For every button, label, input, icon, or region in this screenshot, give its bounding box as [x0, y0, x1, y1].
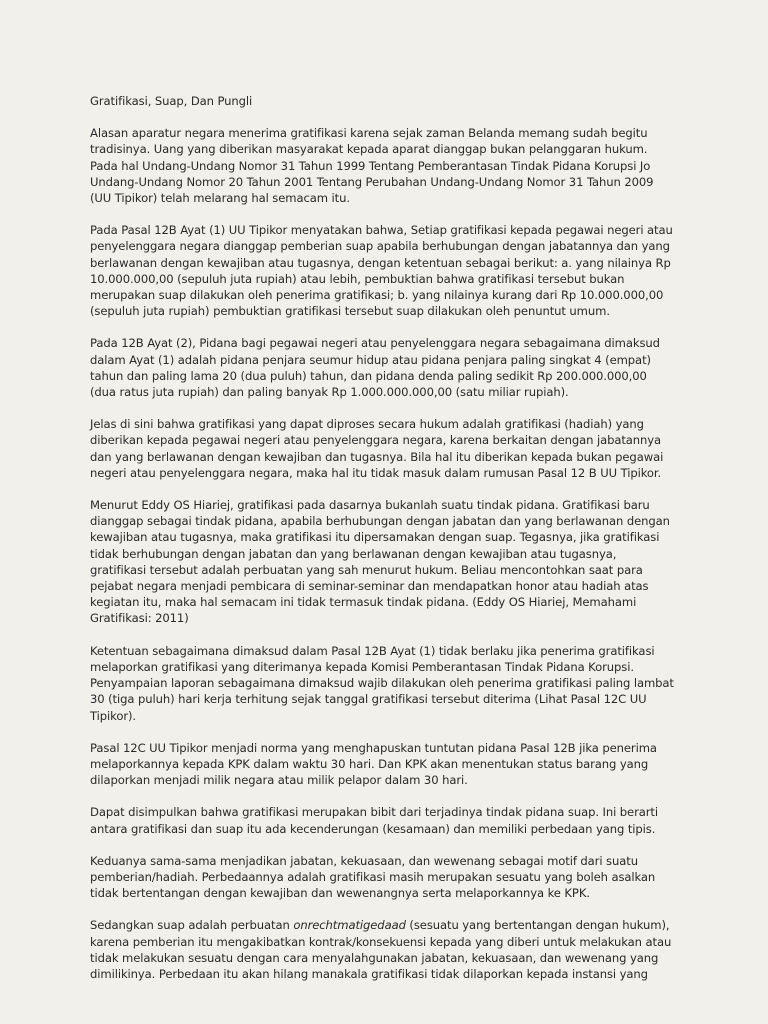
paragraph: Dapat disimpulkan bahwa gratifikasi merupakan bibit dari terjadinya tindak pidana suap. Ini berarti antara gratifikasi dan suap itu ada kecenderungan (kesamaan) dan memiliki perbedaan yang tipis.	[90, 805, 658, 836]
paragraph: Pada 12B Ayat (2), Pidana bagi pegawai negeri atau penyelenggara negara sebagaimana dimaksud dalam Ayat (1) adalah pidana penjara seumur hidup atau pidana penjara paling singkat 4 (empat) tahun dan paling lama 20 (dua puluh) tahun, dan pidana denda paling sedikit Rp 200.000.000,00 (dua ratus juta rupiah) dan paling banyak Rp 1.000.000.000,00 (satu miliar rupiah).	[90, 336, 660, 400]
paragraph: Pasal 12C UU Tipikor menjadi norma yang menghapuskan tuntutan pidana Pasal 12B jika penerima melaporkannya kepada KPK dalam waktu 30 hari. Dan KPK akan menentukan status barang yang dilaporkan menjadi milik negara atau milik pelapor dalam 30 hari.	[90, 740, 657, 788]
italic-term: onrechtmatigedaad	[293, 918, 406, 933]
paragraph-text: (sesuatu yang bertentangan dengan hukum), karena pemberian itu mengakibatkan kontrak/konsekuensi kepada yang diberi untuk melakukan atau tidak melakukan sesuatu dengan cara menyalahgunakan jabatan, kekuasaan, dan wewenang yang dimilikinya. Perbedaan itu akan hilang manakala gratifikasi tidak dilaporkan kepada instansi yang	[90, 918, 672, 981]
paragraph: Keduanya sama-sama menjadikan jabatan, kekuasaan, dan wewenang sebagai motif dari suatu pemberian/hadiah. Perbedaannya adalah gratifikasi masih merupakan sesuatu yang boleh asalkan tidak bertentangan dengan kewajiban dan wewenangnya serta melaporkannya ke KPK.	[90, 853, 656, 901]
document-title: Gratifikasi, Suap, Dan Pungli	[90, 94, 253, 108]
paragraph: Jelas di sini bahwa gratifikasi yang dapat diproses secara hukum adalah gratifikasi (hadiah) yang diberikan kepada pegawai negeri atau penyelenggara negara, karena berkaitan dengan jabatannya dan yang berlawanan dengan kewajiban dan tugasnya. Bila hal itu diberikan kepada bukan pegawai negeri atau penyelenggara negara, maka hal itu tidak masuk dalam rumusan Pasal 12 B UU Tipikor.	[90, 417, 664, 480]
paragraph: Alasan aparatur negara menerima gratifikasi karena sejak zaman Belanda memang sudah begitu tradisinya. Uang yang diberikan masyarakat kepada aparat dianggap bukan pelanggaran hukum. Pada hal Undang-Undang Nomor 31 Tahun 1999 Tentang Pemberantasan Tindak Pidana Korupsi Jo Undang-Undang Nomor 20 Tahun 2001 Tentang Perubahan Undang-Undang Nomor 31 Tahun 2009 (UU Tipikor) telah melarang hal semacam itu.	[90, 126, 654, 206]
paragraph: Ketentuan sebagaimana dimaksud dalam Pasal 12B Ayat (1) tidak berlaku jika penerima gratifikasi melaporkan gratifikasi yang diterimanya kepada Komisi Pemberantasan Tindak Pidana Korupsi. Penyampaian laporan sebagaimana dimaksud wajib dilakukan oleh penerima gratifikasi paling lambat 30 (tiga puluh) hari kerja terhitung sejak tanggal gratifikasi tersebut diterima (Lihat Pasal 12C UU Tipikor).	[90, 643, 674, 723]
paragraph: Menurut Eddy OS Hiariej, gratifikasi pada dasarnya bukanlah suatu tindak pidana. Gratifikasi baru dianggap sebagai tindak pidana, apabila berhubungan dengan jabatan dan yang berlawanan dengan kewajiban atau tugasnya, maka gratifikasi itu dipersamakan dengan suap. Tegasnya, jika gratifikasi tidak berhubungan dengan jabatan dan yang berlawanan dengan kewajiban atau tugasnya, gratifikasi tersebut adalah perbuatan yang sah menurut hukum. Beliau mencontohkan saat para pejabat negara menjadi pembicara di seminar-seminar dan mendapatkan honor atau hadiah atas kegiatan itu, maka hal semacam ini tidak termasuk tindak pidana. (Eddy OS Hiariej, Memahami Gratifikasi: 2011)	[90, 498, 670, 626]
paragraph-text: Sedangkan suap adalah perbuatan	[90, 918, 294, 933]
document-body	[90, 93, 675, 998]
paragraph: Pada Pasal 12B Ayat (1) UU Tipikor menyatakan bahwa, Setiap gratifikasi kepada pegawai negeri atau penyelenggara negara dianggap pemberian suap apabila berhubungan dengan jabatannya dan yang berlawanan dengan kewajiban atau tugasnya, dengan ketentuan sebagai berikut: a. yang nilainya Rp 10.000.000,00 (sepuluh juta rupiah) atau lebih, pembuktian bahwa gratifikasi tersebut bukan merupakan suap dilakukan oleh penerima gratifikasi; b. yang nilainya kurang dari Rp 10.000.000,00 (sepuluh juta rupiah) pembuktian gratifikasi tersebut suap dilakukan oleh penuntut umum.	[90, 223, 673, 319]
paragraph-last	[90, 917, 675, 982]
